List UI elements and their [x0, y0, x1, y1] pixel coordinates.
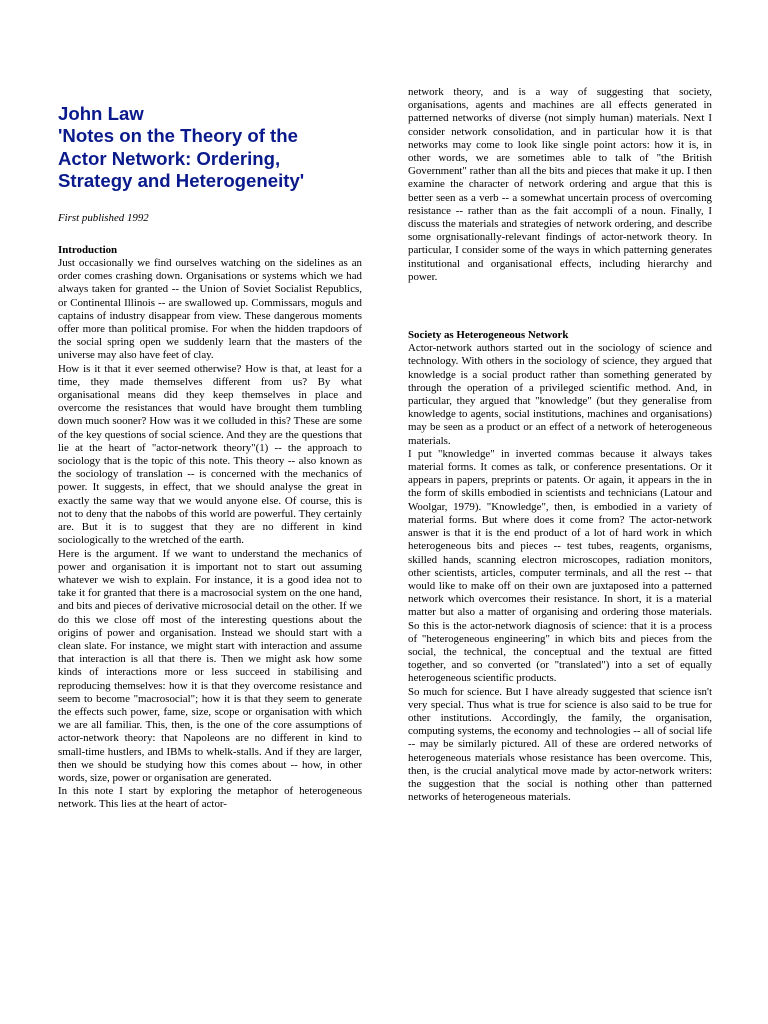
section-heading-society: Society as Heterogeneous Network	[408, 329, 569, 342]
left-column	[58, 0, 362, 812]
paragraph: network theory, and is a way of suggesting that society, organisations, agents and machines are all effects generated in patterned networks of diverse (not simply human) materials. Next I consider network consolidation, and in particular how it is that networks may come to look like single point actors: how it is, in other words, we are sometimes able to talk of "the British Government" rather than all the bits and pieces that make it up. I then examine the character of network ordering and argue that this is better seen as a verb -- a somewhat uncertain process of overcoming resistance -- rather than as the fait accompli of a noun. Finally, I discuss the materials and strategies of network ordering, and describe some orgnisationally-relevant findings of actor-network theory. In particular, I consider some of the ways in which patterning generates institutional and organisational effects, including hierarchy and power.	[408, 86, 712, 283]
paragraph: So much for science. But I have already suggested that science isn't very special. Thus what is true for science is also said to be true for other institutions. Accordingly, the family, the organisation, computing systems, the economy and technologies -- all of social life -- may be similarly pictured. All of these are ordered networks of heterogeneous materials whose resistance has been overcome. This, then, is the crucial analytical move made by actor-network writers: the suggestion that the social is nothing other than patterned networks of heterogeneous materials.	[408, 685, 712, 804]
title-line: 'Notes on the Theory of the	[58, 125, 298, 147]
paragraph: Actor-network authors started out in the sociology of science and technology. With others in the sociology of science, they argued that knowledge is a social product rather than something generated by through the operation of a privileged scientific method. And, in particular, they argued that "knowledge" (but they generalise from knowledge to agents, social institutions, machines and organisations) may be seen as a product or an effect of a network of heterogeneous materials.	[408, 342, 712, 447]
paragraph: Here is the argument. If we want to understand the mechanics of power and organisation it is important not to start out assuming whatever we wish to explain. For instance, it is a good idea not to take it for granted that there is a macrosocial system on the one hand, and bits and pieces of derivative microsocial detail on the other. If we do this we close off most of the interesting questions about the origins of power and organisation. Instead we should start with a clean slate. For instance, we might start with interaction and assume that interaction is all that there is. Then we might ask how some kinds of interactions more or less succeed in stabilising and reproducing themselves: how it is that they overcome resistance and seem to become "macrosocial"; how it is that they seem to generate the effects such power, fame, size, scope or organisation with which we are all familiar. This, then, is the one of the core assumptions of actor-network theory: that Napoleons are no different in kind to small-time hustlers, and IBMs to whelk-stalls. And if they are larger, then we should be studying how this comes about -- how, in other words, size, power or organisation are generated.	[58, 547, 362, 784]
paragraph: How is it that it ever seemed otherwise? How is that, at least for a time, they made themselves different from us? By what organisational means did they keep themselves in place and overcome the resistances that would have brought them tumbling down much sooner? How was it we colluded in this? These are some of the key questions of social science. And they are the questions that lie at the heart of "actor-network theory"(1) -- the approach to sociology that is the topic of this note. This theory -- also known as the sociology of translation -- is concerned with the mechanics of power. It suggests, in effect, that we should analyse the great in exactly the same way that we would anyone else. Of course, this is not to deny that the nabobs of this world are powerful. They certainly are. But it is to suggest that they are no different in kind sociologically to the wretched of the earth.	[58, 362, 362, 547]
right-column	[408, 0, 712, 804]
title-line: Actor Network: Ordering,	[58, 147, 281, 169]
section-heading-introduction: Introduction	[58, 243, 118, 256]
publication-date: First published 1992	[58, 211, 149, 224]
paragraph: In this note I start by exploring the metaphor of heterogeneous network. This lies at the heart of actor-	[58, 785, 362, 811]
paragraph: I put "knowledge" in inverted commas because it always takes material forms. It comes as talk, or conference presentations. Or it appears in papers, preprints or patents. Or again, it appears in the in the form of skills embodied in scientists and technicians (Latour and Woolgar, 1979). "Knowledge", then, is embodied in a variety of material forms. But where does it come from? The actor-network answer is that it is the end product of a lot of hard work in which heterogeneous bits and pieces -- test tubes, reagents, organisms, skilled hands, scanning electron microscopes, radiation monitors, other scientists, articles, computer terminals, and all the rest -- that would like to make off on their own are juxtaposed into a patterned network which overcomes their resistance. In short, it is a material matter but also a matter of organising and ordering those materials. So this is the actor-network diagnosis of science: that it is a process of "heterogeneous engineering" in which bits and pieces from the social, the technical, the conceptual and the textual are fitted together, and so converted (or "translated") into a set of equally heterogeneous scientific products.	[408, 447, 712, 685]
paragraph: Just occasionally we find ourselves watching on the sidelines as an order comes crashing down. Organisations or systems which we had always taken for granted -- the Union of Soviet Socialist Republics, or Continental Illinois -- are swallowed up. Commissars, moguls and captains of industry disappear from view. These dangerous moments offer more than political promise. For when the hidden trapdoors of the social spring open we suddenly learn that the masters of the universe may also have feet of clay.	[58, 257, 362, 362]
author-name: John Law	[58, 103, 144, 124]
title-line: Strategy and Heterogeneity'	[58, 170, 305, 192]
document-title	[58, 103, 362, 193]
